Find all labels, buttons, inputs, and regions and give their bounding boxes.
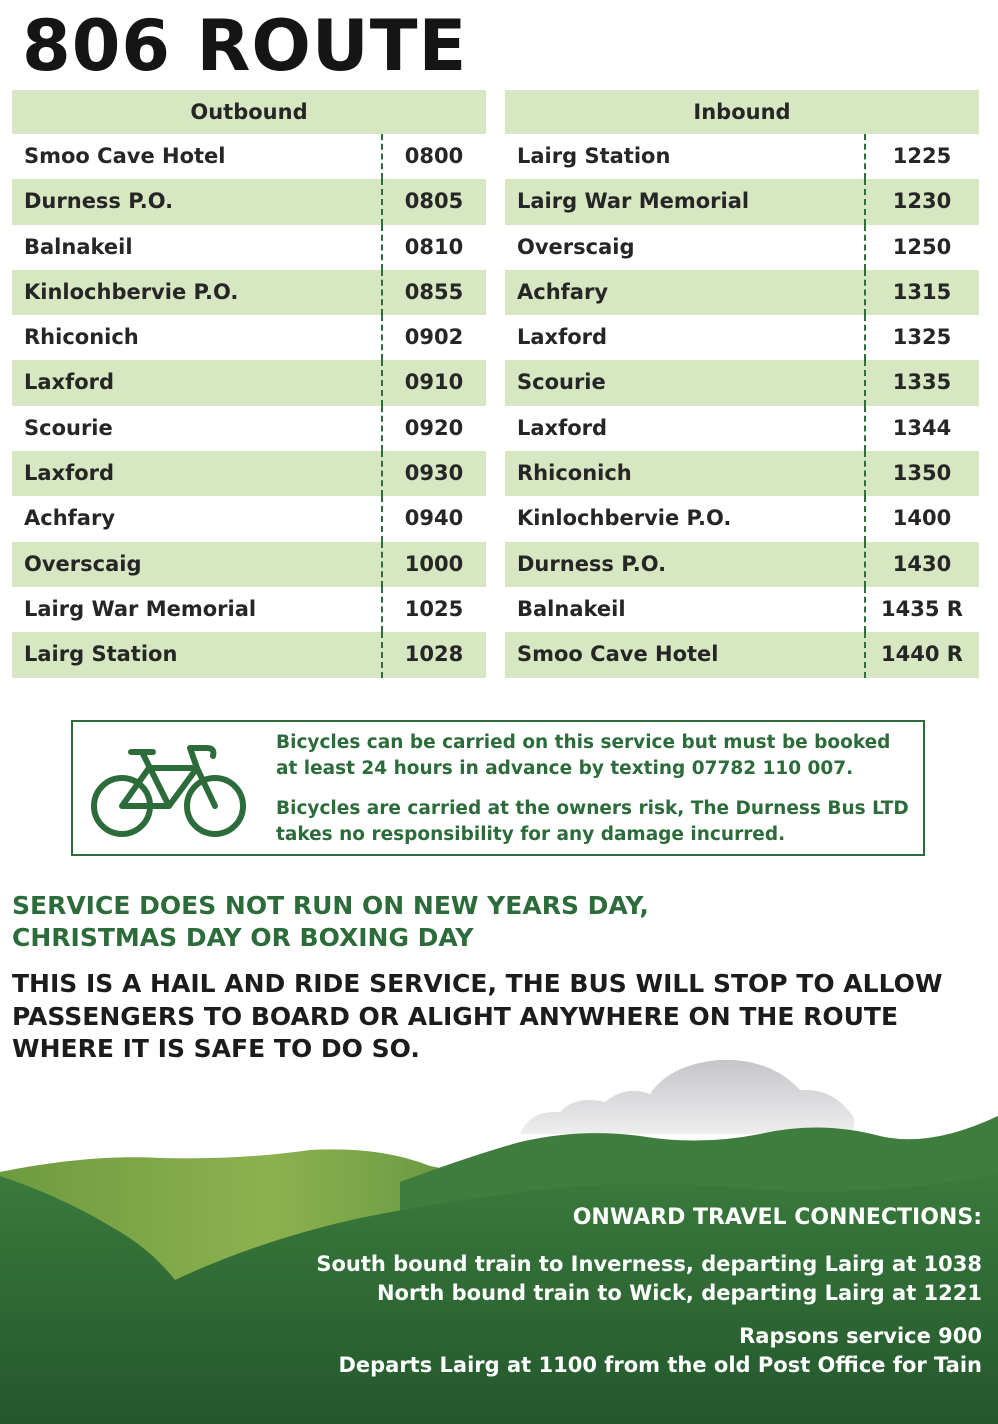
stop-name: Laxford <box>517 325 608 350</box>
stop-time: 1344 <box>892 415 952 440</box>
rapsons-detail: Departs Lairg at 1100 from the old Post Office for Tain <box>338 1353 982 1377</box>
stop-time: 0800 <box>404 144 464 168</box>
table-row <box>12 587 486 632</box>
inbound-rows <box>505 134 979 678</box>
stop-time: 0805 <box>404 189 464 214</box>
stop-name: Laxford <box>24 370 115 395</box>
stop-name: Lairg Station <box>24 642 178 667</box>
outbound-table <box>12 90 486 678</box>
table-row <box>12 360 486 405</box>
cloud-shape <box>520 1060 855 1134</box>
stop-name: Overscaig <box>24 551 142 576</box>
stop-time: 1430 <box>892 551 952 576</box>
stop-time: 1400 <box>892 506 952 531</box>
stop-name: Smoo Cave Hotel <box>517 642 719 667</box>
stop-time: 1000 <box>404 551 464 576</box>
table-row <box>12 315 486 360</box>
table-row <box>505 632 979 677</box>
table-row <box>505 451 979 496</box>
stop-name: Laxford <box>517 415 608 440</box>
table-row <box>505 496 979 541</box>
holiday-notice <box>12 890 912 954</box>
stop-time: 0810 <box>404 234 464 259</box>
table-row <box>12 134 486 179</box>
table-row <box>505 270 979 315</box>
table-row <box>505 587 979 632</box>
stop-time: 1230 <box>892 189 952 214</box>
hail-notice-line: PASSENGERS TO BOARD OR ALIGHT ANYWHERE ON THE ROUTE <box>12 1001 899 1031</box>
connections-heading: ONWARD TRAVEL CONNECTIONS: <box>572 1205 982 1230</box>
stop-name: Overscaig <box>517 234 635 259</box>
bus-connection <box>282 1322 982 1380</box>
stop-name: Lairg War Memorial <box>24 596 257 621</box>
stop-time: 0920 <box>404 415 464 440</box>
table-row <box>12 496 486 541</box>
stop-name: Kinlochbervie P.O. <box>517 506 732 531</box>
rapsons-title: Rapsons service 900 <box>739 1324 982 1348</box>
stop-time: 1225 <box>892 144 952 168</box>
stop-name: Scourie <box>517 370 606 395</box>
table-row <box>12 542 486 587</box>
stop-name: Lairg Station <box>517 144 671 168</box>
stop-time: 1435 R <box>881 596 963 621</box>
inbound-header: Inbound <box>505 90 979 134</box>
stop-name: Laxford <box>24 461 115 486</box>
bicycle-text <box>276 730 916 862</box>
stop-name: Lairg War Memorial <box>517 189 750 214</box>
stop-name: Scourie <box>24 415 113 440</box>
outbound-rows <box>12 134 486 678</box>
stop-name: Rhiconich <box>517 461 632 486</box>
stop-name: Achfary <box>517 279 609 304</box>
stop-time: 0855 <box>404 279 464 304</box>
table-row <box>505 225 979 270</box>
holiday-notice-line: CHRISTMAS DAY OR BOXING DAY <box>12 923 474 952</box>
stop-time: 1250 <box>892 234 952 259</box>
stop-name: Durness P.O. <box>24 189 174 214</box>
page-title: 806 ROUTE <box>22 5 468 87</box>
table-row <box>505 179 979 224</box>
stop-time: 0910 <box>404 370 464 395</box>
stop-time: 1335 <box>892 370 952 395</box>
stop-time: 0902 <box>404 325 464 350</box>
table-row <box>12 225 486 270</box>
table-row <box>505 406 979 451</box>
table-row <box>12 270 486 315</box>
stop-time: 1440 R <box>881 642 963 667</box>
holiday-notice-line: SERVICE DOES NOT RUN ON NEW YEARS DAY, <box>12 891 649 920</box>
stop-time: 1350 <box>892 461 952 486</box>
stop-time: 1028 <box>404 642 464 667</box>
bicycle-risk-text: Bicycles are carried at the owners risk, The Durness Bus LTD takes no responsibility for any damage incurred. <box>276 798 909 845</box>
stop-name: Smoo Cave Hotel <box>24 144 226 168</box>
table-row <box>505 542 979 587</box>
table-row <box>12 179 486 224</box>
stop-time: 1325 <box>892 325 952 350</box>
stop-name: Rhiconich <box>24 325 139 350</box>
table-row <box>12 406 486 451</box>
stop-time: 1025 <box>404 596 464 621</box>
inbound-table <box>505 90 979 678</box>
table-row <box>505 315 979 360</box>
table-row <box>12 632 486 677</box>
table-row <box>505 134 979 179</box>
hail-notice-line: WHERE IT IS SAFE TO DO SO. <box>12 1034 420 1063</box>
table-row <box>505 360 979 405</box>
table-row <box>12 451 486 496</box>
hail-notice-line: THIS IS A HAIL AND RIDE SERVICE, THE BUS WILL STOP TO ALLOW <box>12 969 943 998</box>
stop-name: Achfary <box>24 506 116 531</box>
stop-name: Balnakeil <box>24 234 133 259</box>
stop-time: 1315 <box>892 279 952 304</box>
bicycle-notice <box>71 720 925 856</box>
bicycle-booking-text: Bicycles can be carried on this service but must be booked at least 24 hours in advance by texting 07782 110 007. <box>276 732 891 779</box>
stop-time: 0930 <box>404 461 464 486</box>
stop-name: Durness P.O. <box>517 551 667 576</box>
train-connections <box>282 1250 982 1308</box>
bicycle-icon <box>89 740 249 840</box>
train-north-text: North bound train to Wick, departing Lairg at 1221 <box>376 1281 982 1305</box>
outbound-header: Outbound <box>12 90 486 134</box>
stop-name: Kinlochbervie P.O. <box>24 279 239 304</box>
stop-name: Balnakeil <box>517 596 626 621</box>
stop-time: 0940 <box>404 506 464 531</box>
train-south-text: South bound train to Inverness, departing Lairg at 1038 <box>316 1252 982 1276</box>
